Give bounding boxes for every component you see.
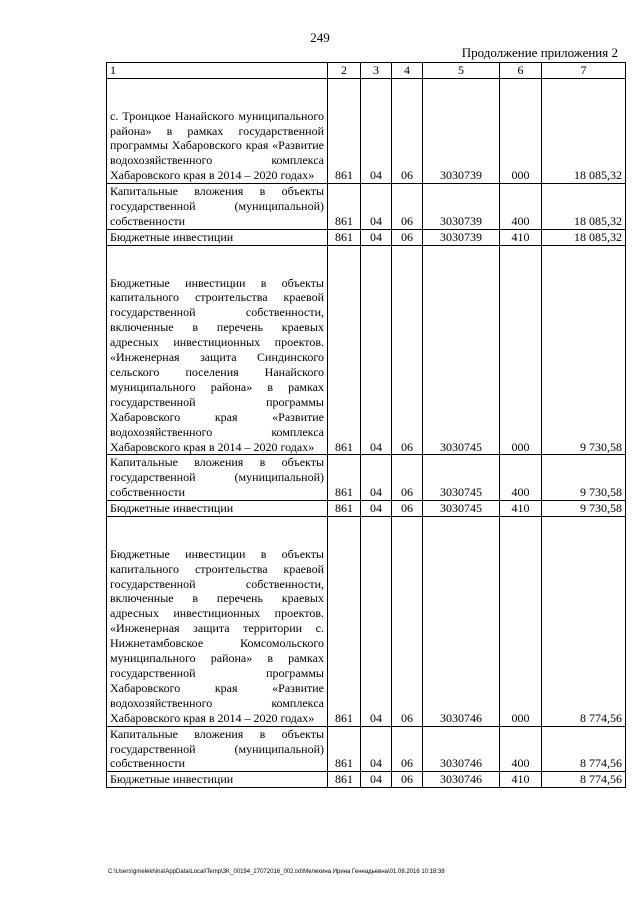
row-value-3: 04 — [361, 245, 392, 455]
row-value-5: 3030745 — [423, 455, 500, 501]
row-value-4: 06 — [392, 517, 423, 727]
row-value-7: 9 730,58 — [542, 501, 626, 517]
row-value-2: 861 — [328, 184, 361, 230]
row-value-4: 06 — [392, 78, 423, 183]
row-value-6: 410 — [500, 501, 542, 517]
row-value-4: 06 — [392, 245, 423, 455]
row-value-2: 861 — [328, 726, 361, 772]
header-cell: 1 — [107, 63, 328, 79]
file-path-footer: C:\Users\gmelekhina\AppData\Local\Temp\3K_00194_27072016_002.txt\Мелехина Ирина Геннадьевна\01.08.2016 10:18:38 — [108, 869, 445, 875]
row-value-7: 9 730,58 — [542, 455, 626, 501]
row-value-6: 000 — [500, 78, 542, 183]
row-value-7: 18 085,32 — [542, 184, 626, 230]
row-value-7: 8 774,56 — [542, 772, 626, 788]
continuation-label: Продолжение приложения 2 — [461, 45, 618, 60]
row-value-7: 18 085,32 — [542, 229, 626, 245]
row-value-2: 861 — [328, 229, 361, 245]
row-value-7: 18 085,32 — [542, 78, 626, 183]
row-value-7: 9 730,58 — [542, 245, 626, 455]
table-row — [107, 501, 626, 517]
row-value-6: 000 — [500, 517, 542, 727]
page-number: 249 — [310, 30, 330, 45]
row-value-2: 861 — [328, 501, 361, 517]
row-description: Бюджетные инвестиции — [107, 229, 328, 245]
header-cell: 3 — [361, 63, 392, 79]
row-description: Бюджетные инвестиции — [107, 772, 328, 788]
row-value-5: 3030739 — [423, 78, 500, 183]
row-value-7: 8 774,56 — [542, 517, 626, 727]
row-description: Бюджетные инвестиции в объекты капитального строительства краевой государственной собственности, включенные в перечень краевых адресных инвестиционных проектов. «Инженерная защита территории с. Нижнетамбовское Комсомольского муниципального района» в рамках государственной программы Хабаровского края «Развитие водохозяйственного комплекса Хабаровского края в 2014 – 2020 годах» — [107, 517, 328, 727]
budget-table — [106, 62, 626, 788]
table-row — [107, 772, 626, 788]
row-description: Бюджетные инвестиции — [107, 501, 328, 517]
row-value-6: 400 — [500, 726, 542, 772]
row-value-4: 06 — [392, 184, 423, 230]
row-description: Бюджетные инвестиции в объекты капитального строительства краевой государственной собственности, включенные в перечень краевых адресных инвестиционных проектов. «Инженерная защита Синдинского сельского поселения Нанайского муниципального района» в рамках государственной программы Хабаровского края «Развитие водохозяйственного комплекса Хабаровского края в 2014 – 2020 годах» — [107, 245, 328, 455]
row-value-2: 861 — [328, 517, 361, 727]
row-value-2: 861 — [328, 78, 361, 183]
table-row — [107, 726, 626, 772]
row-value-6: 410 — [500, 772, 542, 788]
row-value-3: 04 — [361, 501, 392, 517]
row-value-3: 04 — [361, 517, 392, 727]
row-value-6: 000 — [500, 245, 542, 455]
table-row — [107, 229, 626, 245]
table-row — [107, 78, 626, 183]
row-value-5: 3030746 — [423, 517, 500, 727]
header-cell: 6 — [500, 63, 542, 79]
row-value-5: 3030746 — [423, 772, 500, 788]
row-value-2: 861 — [328, 772, 361, 788]
row-description: с. Троицкое Нанайского муниципального района» в рамках государственной программы Хабаровского края «Развитие водохозяйственного комплекса Хабаровского края в 2014 – 2020 годах» — [107, 78, 328, 183]
row-value-6: 400 — [500, 455, 542, 501]
row-description: Капитальные вложения в объекты государственной (муниципальной) собственности — [107, 455, 328, 501]
row-description: Капитальные вложения в объекты государственной (муниципальной) собственности — [107, 184, 328, 230]
row-value-3: 04 — [361, 726, 392, 772]
table-row — [107, 455, 626, 501]
row-value-5: 3030739 — [423, 184, 500, 230]
row-value-6: 410 — [500, 229, 542, 245]
row-description: Капитальные вложения в объекты государственной (муниципальной) собственности — [107, 726, 328, 772]
table-row — [107, 184, 626, 230]
row-value-5: 3030746 — [423, 726, 500, 772]
row-value-3: 04 — [361, 455, 392, 501]
row-value-4: 06 — [392, 455, 423, 501]
header-cell: 2 — [328, 63, 361, 79]
row-value-7: 8 774,56 — [542, 726, 626, 772]
table-row — [107, 245, 626, 455]
row-value-5: 3030739 — [423, 229, 500, 245]
table-header-row — [107, 63, 626, 79]
row-value-4: 06 — [392, 772, 423, 788]
table-row — [107, 517, 626, 727]
row-value-4: 06 — [392, 501, 423, 517]
row-value-3: 04 — [361, 78, 392, 183]
row-value-3: 04 — [361, 772, 392, 788]
row-value-3: 04 — [361, 184, 392, 230]
row-value-4: 06 — [392, 229, 423, 245]
header-cell: 7 — [542, 63, 626, 79]
row-value-3: 04 — [361, 229, 392, 245]
row-value-2: 861 — [328, 245, 361, 455]
header-cell: 4 — [392, 63, 423, 79]
row-value-4: 06 — [392, 726, 423, 772]
row-value-5: 3030745 — [423, 501, 500, 517]
row-value-2: 861 — [328, 455, 361, 501]
row-value-6: 400 — [500, 184, 542, 230]
header-cell: 5 — [423, 63, 500, 79]
row-value-5: 3030745 — [423, 245, 500, 455]
